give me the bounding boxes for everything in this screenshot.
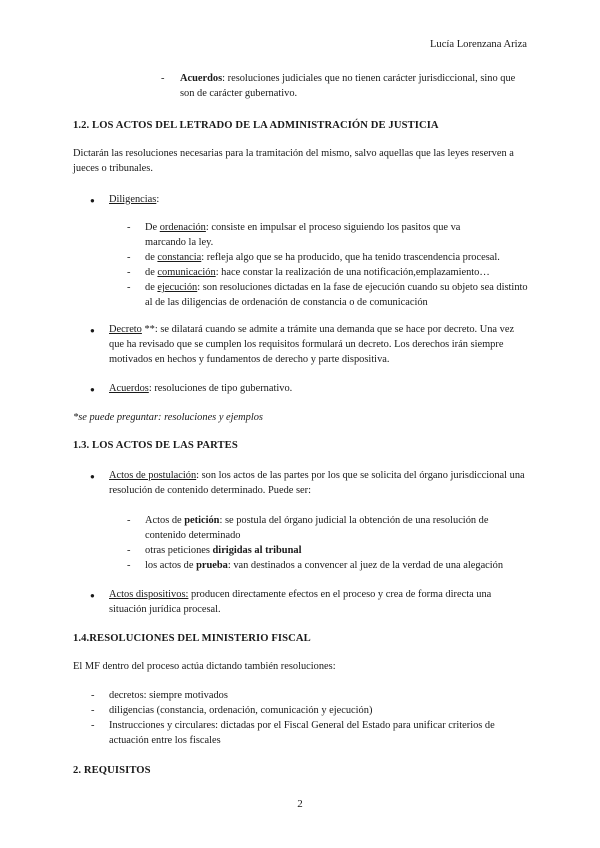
list-item <box>109 587 529 617</box>
term: Acuerdos <box>180 73 223 84</box>
item-prefix: otras peticiones <box>145 545 213 556</box>
item-text: : se postula del órgano judicial la obtención de una resolución de contenido determinado <box>145 515 489 541</box>
item-prefix: los actos de <box>145 560 197 571</box>
item-prefix: de <box>145 267 158 278</box>
term: constancia <box>157 252 202 263</box>
list-item <box>109 322 529 367</box>
item-text: : <box>156 194 160 205</box>
bullet-marker: ● <box>90 591 95 600</box>
list-item: Instrucciones y circulares: dictadas por el Fiscal General del Estado para unificar criterios de actuación entre los fiscales <box>109 720 495 746</box>
term: prueba <box>196 560 228 571</box>
item-prefix: de <box>145 252 158 263</box>
list-item <box>109 192 159 207</box>
list-item <box>145 513 529 543</box>
item-text: : son resoluciones dictadas en la fase de ejecución cuando su objeto sea distinto al de las diligencias de ordenación de constancia o de comunicación <box>145 282 528 308</box>
term: dirigidas al tribunal <box>212 545 302 556</box>
list-item: decretos: siempre motivados <box>109 690 228 701</box>
list-item <box>145 543 301 558</box>
dash-marker: - <box>161 73 165 84</box>
item-text: : resoluciones de tipo gubernativo. <box>148 383 293 394</box>
term: comunicación <box>157 267 216 278</box>
dash-marker: - <box>127 515 131 526</box>
term: ordenación <box>159 222 206 233</box>
section-heading: 2. REQUISITOS <box>73 765 151 776</box>
list-item <box>145 220 485 250</box>
section-heading: 1.3. LOS ACTOS DE LAS PARTES <box>73 440 238 451</box>
list-item <box>145 558 535 573</box>
item-text: : refleja algo que se ha producido, que ha tenido trascendencia procesal. <box>201 252 500 263</box>
list-item <box>180 71 529 101</box>
bullet-marker: ● <box>90 472 95 481</box>
section-heading: 1.2. LOS ACTOS DEL LETRADO DE LA ADMINISTRACIÓN DE JUSTICIA <box>73 120 439 131</box>
item-text: : hace constar la realización de una notificación,emplazamiento… <box>215 267 490 278</box>
item-text: : resoluciones judiciales que no tienen carácter jurisdiccional, sino que son de carácter gubernativo. <box>180 73 516 99</box>
dash-marker: - <box>127 222 131 233</box>
note: *se puede preguntar: resoluciones y ejemplos <box>73 412 263 423</box>
page-header-author: Lucía Lorenzana Ariza <box>429 39 527 50</box>
dash-marker: - <box>127 267 131 278</box>
dash-marker: - <box>127 252 131 263</box>
page-number: 2 <box>297 798 303 810</box>
term: Diligencias <box>109 194 157 205</box>
dash-marker: - <box>127 560 131 571</box>
term: petición <box>184 515 220 526</box>
item-text: producen directamente efectos en el proceso y crea de forma directa una situación jurídica procesal. <box>109 589 492 615</box>
list-item <box>145 265 535 280</box>
item-text: : van destinados a convencer al juez de la verdad de una alegación <box>227 560 504 571</box>
list-item <box>145 250 535 265</box>
paragraph: El MF dentro del proceso actúa dictando también resoluciones: <box>73 661 336 672</box>
list-item <box>109 381 292 396</box>
dash-marker: - <box>127 545 131 556</box>
bullet-marker: ● <box>90 326 95 335</box>
dash-marker: - <box>91 705 95 716</box>
term: Actos de postulación <box>109 470 197 481</box>
term: Decreto <box>109 324 142 335</box>
item-prefix: De <box>145 222 160 233</box>
list-item <box>145 280 529 310</box>
term: Acuerdos <box>109 383 149 394</box>
list-item <box>109 468 529 498</box>
section-heading: 1.4.RESOLUCIONES DEL MINISTERIO FISCAL <box>73 633 311 644</box>
item-text: : consiste en impulsar el proceso siguiendo los pasitos que va marcando la ley. <box>145 222 461 248</box>
dash-marker: - <box>127 282 131 293</box>
item-prefix: Actos de <box>145 515 185 526</box>
term: Actos dispositivos: <box>109 589 189 600</box>
item-text: : son los actos de las partes por los que se solicita del órgano jurisdiccional una resolución de contenido determinado. Puede ser: <box>109 470 525 496</box>
bullet-marker: ● <box>90 385 95 394</box>
item-text: **: se dilatará cuando se admite a trámite una demanda que se hace por decreto. Una vez que ha revisado que se cumplen los requisitos formulará un decreto. Los derechos irán siempre motivados en hechos y fundamentos de derecho y parte dispositiva. <box>109 324 515 365</box>
bullet-marker: ● <box>90 196 95 205</box>
dash-marker: - <box>91 720 95 731</box>
term: ejecución <box>157 282 198 293</box>
item-prefix: de <box>145 282 158 293</box>
paragraph: Dictarán las resoluciones necesarias para la tramitación del mismo, salvo aquellas que las leyes reserven a jueces o tribunales. <box>73 148 514 174</box>
dash-marker: - <box>91 690 95 701</box>
list-item: diligencias (constancia, ordenación, comunicación y ejecución) <box>109 705 373 716</box>
